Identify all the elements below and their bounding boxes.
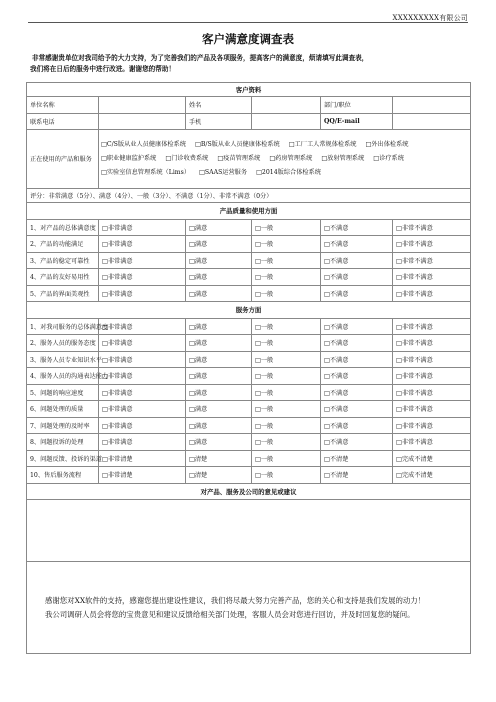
question-label: 4、产品的友好易用性 xyxy=(27,269,99,286)
table-row xyxy=(27,236,471,253)
table-row xyxy=(27,450,471,467)
option-very-dissatisfied[interactable]: □非常不满意 xyxy=(393,252,471,269)
question-label: 2、产品的功能满足 xyxy=(27,236,99,253)
service-option[interactable]: □门诊收费系统 xyxy=(165,155,209,162)
option-very-dissatisfied[interactable]: □非常不满意 xyxy=(393,335,471,352)
option-dissatisfied[interactable]: □不满意 xyxy=(321,401,393,418)
question-label: 4、服务人员的沟通表达能力 xyxy=(27,368,99,385)
option-neutral[interactable]: □一般 xyxy=(252,335,321,352)
option-satisfied[interactable]: □满意 xyxy=(186,417,252,434)
option-satisfied[interactable]: □满意 xyxy=(186,236,252,253)
option-very-dissatisfied[interactable]: □非常不满意 xyxy=(393,236,471,253)
table-row xyxy=(27,351,471,368)
service-option[interactable]: □工厂工人常规体检系统 xyxy=(288,141,357,148)
option-dissatisfied[interactable]: □不满意 xyxy=(321,417,393,434)
question-label: 6、问题处理的质量 xyxy=(27,401,99,418)
question-label: 1、对产品的总体满意度 xyxy=(27,219,99,236)
question-label: 7、问题处理的及时率 xyxy=(27,417,99,434)
option-unclear[interactable]: □不清楚 xyxy=(321,467,393,484)
closing-paragraph-1: 感谢您对XX软件的支持，感谢您提出建设性建议，我们将尽最大努力完善产品，您的关心和支持是我们发展的动力！ xyxy=(45,595,426,605)
option-satisfied[interactable]: □满意 xyxy=(186,401,252,418)
option-very-satisfied[interactable]: □非常满意 xyxy=(99,219,186,236)
intro-line-1: 非常感谢贵单位对我司给予的大力支持，为了完善我们的产品及各项服务，提高客户的满意度，烦请填写此调查表， xyxy=(32,54,369,62)
survey-table xyxy=(26,82,471,654)
option-neutral[interactable]: □一般 xyxy=(252,219,321,236)
table-row xyxy=(27,219,471,236)
unit-name-label: 单位名称 xyxy=(27,97,99,114)
table-row xyxy=(27,401,471,418)
option-dissatisfied[interactable]: □不满意 xyxy=(321,318,393,335)
option-very-satisfied[interactable]: □非常满意 xyxy=(99,335,186,352)
table-row xyxy=(27,417,471,434)
option-neutral[interactable]: □一般 xyxy=(252,351,321,368)
question-label: 5、问题的响应速度 xyxy=(27,384,99,401)
option-very-satisfied[interactable]: □非常满意 xyxy=(99,318,186,335)
table-row xyxy=(27,285,471,302)
question-label: 8、问题投诉的处理 xyxy=(27,434,99,451)
option-satisfied[interactable]: □满意 xyxy=(186,252,252,269)
table-row xyxy=(27,252,471,269)
option-very-dissatisfied[interactable]: □非常不满意 xyxy=(393,351,471,368)
table-row xyxy=(27,467,471,484)
unit-name-field[interactable] xyxy=(99,97,186,114)
intro-line-2: 我们将在日后的服务中进行改进。谢谢您的帮助！ xyxy=(30,65,176,73)
option-neutral[interactable]: □一般 xyxy=(252,384,321,401)
option-dissatisfied[interactable]: □不满意 xyxy=(321,368,393,385)
option-very-satisfied[interactable]: □非常满意 xyxy=(99,351,186,368)
table-row xyxy=(27,335,471,352)
table-row xyxy=(27,269,471,286)
option-dissatisfied[interactable]: □不满意 xyxy=(321,219,393,236)
option-very-clear[interactable]: □非常清楚 xyxy=(99,450,186,467)
option-dissatisfied[interactable]: □不满意 xyxy=(321,351,393,368)
option-very-clear[interactable]: □非常清楚 xyxy=(99,467,186,484)
option-dissatisfied[interactable]: □不满意 xyxy=(321,252,393,269)
intro-text xyxy=(32,53,472,75)
option-neutral[interactable]: □一般 xyxy=(252,467,321,484)
phone-field[interactable] xyxy=(99,113,186,130)
option-dissatisfied[interactable]: □不满意 xyxy=(321,269,393,286)
feedback-section-title: 对产品、服务及公司的意见或建议 xyxy=(27,483,471,500)
option-very-dissatisfied[interactable]: □非常不满意 xyxy=(393,318,471,335)
option-very-satisfied[interactable]: □非常满意 xyxy=(99,236,186,253)
option-satisfied[interactable]: □满意 xyxy=(186,384,252,401)
option-satisfied[interactable]: □满意 xyxy=(186,318,252,335)
service-option[interactable]: □疫苗管理系统 xyxy=(217,155,261,162)
name-field[interactable] xyxy=(252,97,321,114)
question-label: 2、服务人员的服务态度 xyxy=(27,335,99,352)
option-very-satisfied[interactable]: □非常满意 xyxy=(99,368,186,385)
option-satisfied[interactable]: □满意 xyxy=(186,335,252,352)
option-neutral[interactable]: □一般 xyxy=(252,318,321,335)
option-neutral[interactable]: □一般 xyxy=(252,434,321,451)
option-very-dissatisfied[interactable]: □非常不满意 xyxy=(393,401,471,418)
service-option[interactable]: □C/S版从业人员健康体检系统 xyxy=(101,141,186,148)
option-dissatisfied[interactable]: □不满意 xyxy=(321,384,393,401)
option-satisfied[interactable]: □满意 xyxy=(186,368,252,385)
option-neutral[interactable]: □一般 xyxy=(252,236,321,253)
table-row xyxy=(27,434,471,451)
option-very-satisfied[interactable]: □非常满意 xyxy=(99,417,186,434)
page-title: 客户满意度调查表 xyxy=(202,32,294,46)
option-very-dissatisfied[interactable]: □非常不满意 xyxy=(393,269,471,286)
option-satisfied[interactable]: □满意 xyxy=(186,219,252,236)
option-dissatisfied[interactable]: □不满意 xyxy=(321,285,393,302)
option-clear[interactable]: □清楚 xyxy=(186,450,252,467)
option-unclear[interactable]: □不清楚 xyxy=(321,450,393,467)
option-neutral[interactable]: □一般 xyxy=(252,285,321,302)
option-very-dissatisfied[interactable]: □非常不满意 xyxy=(393,384,471,401)
option-neutral[interactable]: □一般 xyxy=(252,368,321,385)
table-row xyxy=(27,368,471,385)
service-option[interactable]: □职业健康监护系统 xyxy=(101,155,157,162)
dept-field[interactable] xyxy=(393,97,471,114)
option-satisfied[interactable]: □满意 xyxy=(186,285,252,302)
question-label: 1、对我司服务的总体满意度 xyxy=(27,318,99,335)
qq-email-label: QQ/E-mail xyxy=(321,113,393,130)
service-option[interactable]: □2014版综合体检系统 xyxy=(256,169,321,176)
service-option[interactable]: □诊疗系统 xyxy=(373,155,404,162)
option-satisfied[interactable]: □满意 xyxy=(186,269,252,286)
option-very-dissatisfied[interactable]: □非常不满意 xyxy=(393,434,471,451)
option-completely-unclear[interactable]: □完成不清楚 xyxy=(393,467,471,484)
option-very-satisfied[interactable]: □非常满意 xyxy=(99,252,186,269)
name-label: 姓名 xyxy=(186,97,252,114)
service-section-title: 服务方面 xyxy=(27,302,471,319)
option-neutral[interactable]: □一般 xyxy=(252,450,321,467)
table-row xyxy=(27,384,471,401)
scoring-note: 评分：非常满意（5分）、满意（4分）、一般（3分）、不满意（1分）、非常不满意（0分） xyxy=(27,189,471,203)
question-label: 3、产品的稳定可靠性 xyxy=(27,252,99,269)
option-very-dissatisfied[interactable]: □非常不满意 xyxy=(393,368,471,385)
customer-section-title: 客户资料 xyxy=(27,83,471,97)
closing-note xyxy=(27,562,471,654)
qq-email-field[interactable] xyxy=(393,113,471,130)
question-label: 9、问题反馈、投诉的渠道 xyxy=(27,450,99,467)
option-dissatisfied[interactable]: □不满意 xyxy=(321,335,393,352)
service-option[interactable]: □SAAS运营服务 xyxy=(199,169,248,176)
option-satisfied[interactable]: □满意 xyxy=(186,351,252,368)
services-label: 正在使用的产品和服务 xyxy=(27,130,99,189)
service-option[interactable]: □外出体检系统 xyxy=(365,141,409,148)
service-option[interactable]: □放射管理系统 xyxy=(321,155,365,162)
option-completely-unclear[interactable]: □完成不清楚 xyxy=(393,450,471,467)
option-very-satisfied[interactable]: □非常满意 xyxy=(99,285,186,302)
option-clear[interactable]: □清楚 xyxy=(186,467,252,484)
mobile-label: 手机 xyxy=(186,113,252,130)
company-name: XXXXXXXXX有限公司 xyxy=(392,14,468,22)
option-satisfied[interactable]: □满意 xyxy=(186,434,252,451)
option-neutral[interactable]: □一般 xyxy=(252,269,321,286)
option-dissatisfied[interactable]: □不满意 xyxy=(321,434,393,451)
option-very-dissatisfied[interactable]: □非常不满意 xyxy=(393,219,471,236)
product-section-title: 产品质量和使用方面 xyxy=(27,203,471,220)
service-option[interactable]: □B/S版从业人员健康体检系统 xyxy=(194,141,280,148)
service-option[interactable]: □实验室信息管理系统（Lims） xyxy=(101,169,191,176)
option-dissatisfied[interactable]: □不满意 xyxy=(321,236,393,253)
option-very-dissatisfied[interactable]: □非常不满意 xyxy=(393,417,471,434)
feedback-textarea[interactable] xyxy=(27,500,471,562)
question-label: 10、售后服务流程 xyxy=(27,467,99,484)
option-very-satisfied[interactable]: □非常满意 xyxy=(99,434,186,451)
question-label: 5、产品的界面美观性 xyxy=(27,285,99,302)
option-very-satisfied[interactable]: □非常满意 xyxy=(99,269,186,286)
dept-label: 部门/职位 xyxy=(321,97,393,114)
table-row xyxy=(27,318,471,335)
phone-label: 联系电话 xyxy=(27,113,99,130)
mobile-field[interactable] xyxy=(252,113,321,130)
service-option[interactable]: □药房管理系统 xyxy=(269,155,313,162)
option-neutral[interactable]: □一般 xyxy=(252,417,321,434)
option-neutral[interactable]: □一般 xyxy=(252,401,321,418)
closing-paragraph-2: 我公司调研人员会将您的宝贵意见和建议反馈给相关部门处理，客服人员会对您进行回访，并及时回复您的疑问。 xyxy=(45,609,415,619)
option-neutral[interactable]: □一般 xyxy=(252,252,321,269)
question-label: 3、服务人员专业知识水平 xyxy=(27,351,99,368)
services-options xyxy=(99,130,471,189)
option-very-dissatisfied[interactable]: □非常不满意 xyxy=(393,285,471,302)
option-very-satisfied[interactable]: □非常满意 xyxy=(99,384,186,401)
option-very-satisfied[interactable]: □非常满意 xyxy=(99,401,186,418)
header-divider xyxy=(28,22,468,23)
